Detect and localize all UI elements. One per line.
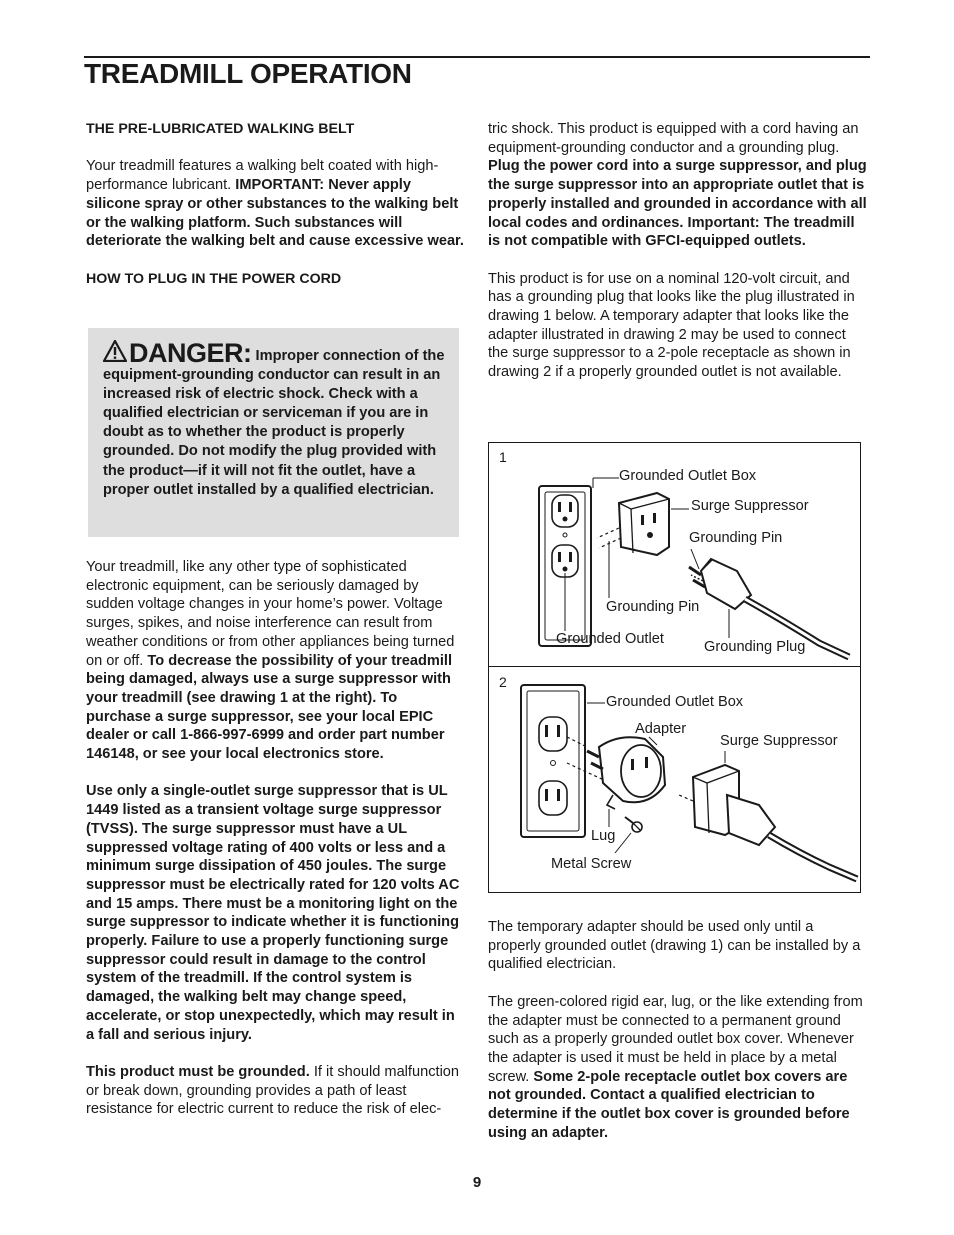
circuit-paragraph: This product is for use on a nominal 120-volt circuit, and has a grounding plug that looks like the plug illustrated in drawing 1 below. A temporary adapter that looks like the adapter illustrated in drawing 2 may be used to connect the surge suppressor to a 2-pole receptacle as shown in drawing 2 if a properly grounded outlet is not available.	[488, 270, 855, 381]
right-column-lower	[488, 918, 868, 1142]
label-lug: Lug	[591, 828, 616, 844]
adapter-temporary-paragraph: The temporary adapter should be used only until a properly grounded outlet (drawing 1) can be installed by a qualified electrician.	[488, 919, 861, 973]
label-grounded-outlet: Grounded Outlet	[556, 631, 664, 647]
adapter-ground-warning: Some 2-pole receptacle outlet box covers are not grounded. Contact a qualified electrician to determine if the outlet box cover is grounded before using an adapter.	[488, 1068, 850, 1141]
plug-text: tric shock. This product is equipped with a cord having an equipment-grounding conductor and a grounding plug.	[488, 121, 859, 156]
danger-label: DANGER:	[129, 338, 252, 368]
page-title: TREADMILL OPERATION	[84, 58, 412, 89]
grounding-paragraph	[86, 1063, 466, 1119]
danger-text: Improper connection of the equipment-grounding conductor can result in an increased risk of electric shock. Check with a qualified electrician or serviceman if you are in doubt as to whether the product is properly grounded. Do not modify the plug provided with the product—if it will not fit the outlet, have a proper outlet installed by a qualified electrician.	[103, 348, 445, 498]
grounding-text: If it should malfunction or break down, grounding provides a path of least resistance for electric current to reduce the risk of elec-	[86, 1063, 460, 1118]
left-column-lower	[86, 558, 466, 1119]
label-grounding-plug: Grounding Plug	[704, 639, 806, 655]
label-grounding-pin-top: Grounding Pin	[689, 530, 783, 546]
surge-instruction: To decrease the possibility of your treadmill being damaged, always use a surge suppressor with your treadmill (see drawing 1 at the right). To purchase a surge suppressor, see your local EPIC dealer or call 1-866-997-6999 and order part number 146148, or see your local electronics store.	[86, 652, 453, 763]
page-number: 9	[472, 1174, 482, 1191]
walking-belt-warning: IMPORTANT: Never apply silicone spray or other substances to the walking belt or the walking platform. Such substances will deteriorate the walking belt and cause excessive wear.	[86, 177, 464, 250]
warning-triangle-icon	[103, 340, 127, 362]
plug-paragraph	[488, 120, 868, 251]
walking-belt-paragraph	[86, 157, 466, 251]
left-column	[86, 120, 466, 288]
plug-instruction: Plug the power cord into a surge suppressor, and plug the surge suppressor into an appropriate outlet that is properly installed and grounded in accordance with all local codes and ordinances. Important: The treadmill is not compatible with GFCI-equipped outlets.	[488, 158, 867, 250]
walking-belt-text: Your treadmill features a walking belt coated with high-performance lubricant.	[86, 158, 439, 194]
surge-requirements: Use only a single-outlet surge suppressor that is UL 1449 listed as a transient voltage surge suppressor (TVSS). The surge suppressor must have a UL suppressed voltage rating of 400 volts or less and a minimum surge dissipation of 450 joules. The surge suppressor must be electrically rated for 120 volts AC and 15 amps. There must be a monitoring light on the surge suppressor to indicate whether it is functioning properly. Failure to use a properly functioning surge suppressor could result in damage to the control system of the treadmill. If the control system is damaged, the walking belt may change speed, accelerate, or stop unexpectedly, which may result in a fall and serious injury.	[86, 783, 460, 1043]
adapter-ground-paragraph	[488, 993, 868, 1143]
label-surge-suppressor: Surge Suppressor	[691, 498, 809, 514]
label-grounding-pin-bottom: Grounding Pin	[606, 599, 700, 615]
figure-2-number: 2	[499, 674, 507, 690]
section-heading-power-cord: HOW TO PLUG IN THE POWER CORD	[86, 270, 342, 287]
surge-requirements-paragraph	[86, 782, 466, 1044]
grounding-heading: This product must be grounded.	[86, 1063, 310, 1080]
label-grounded-outlet-box-2: Grounded Outlet Box	[606, 694, 744, 710]
section-heading-walking-belt: THE PRE-LUBRICATED WALKING BELT	[86, 121, 355, 137]
surge-paragraph	[86, 558, 466, 764]
surge-text: Your treadmill, like any other type of sophisticated electronic equipment, can be seriously damaged by sudden voltage changes in your home’s power. Voltage surges, spikes, and noise interference can result from weather conditions or from other appliances being turned on or off.	[86, 559, 455, 669]
label-grounded-outlet-box: Grounded Outlet Box	[619, 468, 757, 484]
adapter-ground-text: The green-colored rigid ear, lug, or the like extending from the adapter must be connected to a permanent ground such as a properly grounded outlet box cover. Whenever the adapter is used it must be held in place by a metal screw.	[488, 993, 863, 1085]
label-adapter: Adapter	[635, 721, 687, 737]
figure-1-number: 1	[499, 449, 507, 465]
label-surge-suppressor-2: Surge Suppressor	[720, 733, 838, 749]
figure-1	[488, 442, 861, 668]
figure-2	[488, 666, 861, 893]
label-metal-screw: Metal Screw	[551, 856, 632, 872]
danger-notice	[103, 340, 453, 500]
right-column	[488, 120, 868, 382]
